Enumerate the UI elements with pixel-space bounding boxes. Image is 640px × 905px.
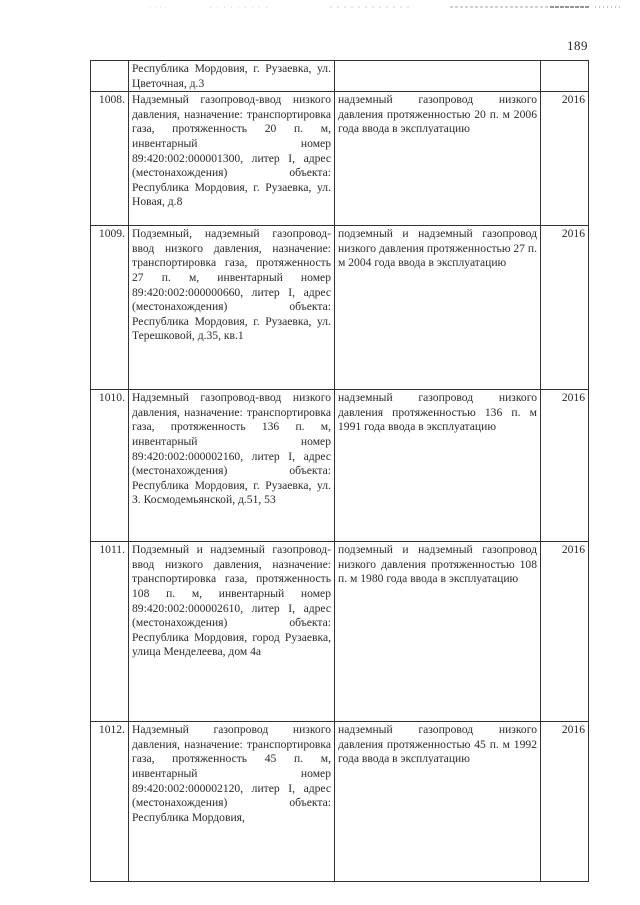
table-row: [91, 542, 589, 722]
table-row: [91, 92, 589, 226]
year-cell: [541, 61, 589, 92]
object-characteristics: подземный и надземный газопровод низкого давления протяженностью 27 п. м 2004 года ввода в эксплуатацию: [335, 226, 541, 390]
object-characteristics: надземный газопровод низкого давления протяженностью 20 п. м 2006 года ввода в эксплуатацию: [335, 92, 541, 226]
property-registry-table: [90, 60, 589, 882]
object-characteristics: подземный и надземный газопровод низкого давления протяженностью 108 п. м 1980 года ввода в эксплуатацию: [335, 542, 541, 722]
row-number: 1012.: [91, 722, 129, 882]
object-description: Надземный газопровод-ввод низкого давления, назначение: транспортировка газа, протяженность 20 п. м, инвентарный номер 89:420:002:000001300, литер I, адрес (местонахождения) объекта: Республика Мордовия, г. Рузаевка, ул. Новая, д.8: [129, 92, 335, 226]
object-characteristics: [335, 61, 541, 92]
year-cell: 2016: [541, 722, 589, 882]
object-description: Подземный и надземный газопровод-ввод низкого давления, назначение: транспортировка газа, протяженность 108 п. м, инвентарный номер 89:420:002:000002610, литер I, адрес (местонахождения) объекта: Республика Мордовия, город Рузаевка, улица Менделеева, дом 4а: [129, 542, 335, 722]
table-row: [91, 61, 589, 92]
object-description: Надземный газопровод-ввод низкого давления, назначение: транспортировка газа, протяженность 136 п. м, инвентарный номер 89:420:002:000002160, литер I, адрес (местонахождения) объекта: Республика Мордовия, г. Рузаевка, ул. З. Космодемьянской, д.51, 53: [129, 390, 335, 542]
table-row: [91, 226, 589, 390]
object-description: Республика Мордовия, г. Рузаевка, ул. Цветочная, д.3: [129, 61, 335, 92]
year-cell: 2016: [541, 542, 589, 722]
row-number: [91, 61, 129, 92]
object-description: Подземный, надземный газопровод-ввод низкого давления, назначение: транспортировка газа, протяженность 27 п. м, инвентарный номер 89:420:002:000000660, литер I, адрес (местонахождения) объекта: Республика Мордовия, г. Рузаевка, ул. Терешковой, д.35, кв.1: [129, 226, 335, 390]
year-cell: 2016: [541, 92, 589, 226]
year-cell: 2016: [541, 390, 589, 542]
page-number: 189: [567, 38, 588, 53]
table-row: [91, 722, 589, 882]
row-number: 1008.: [91, 92, 129, 226]
object-characteristics: надземный газопровод низкого давления протяженностью 136 п. м 1991 года ввода в эксплуатацию: [335, 390, 541, 542]
table-row: [91, 390, 589, 542]
year-cell: 2016: [541, 226, 589, 390]
row-number: 1009.: [91, 226, 129, 390]
row-number: 1011.: [91, 542, 129, 722]
object-description: Надземный газопровод низкого давления, назначение: транспортировка газа, протяженность 45 п. м, инвентарный номер 89:420:002:000002120, литер I, адрес (местонахождения) объекта: Республика Мордовия,: [129, 722, 335, 882]
row-number: 1010.: [91, 390, 129, 542]
scan-noise-strip: [150, 4, 620, 10]
object-characteristics: надземный газопровод низкого давления протяженностью 45 п. м 1992 года ввода в эксплуатацию: [335, 722, 541, 882]
